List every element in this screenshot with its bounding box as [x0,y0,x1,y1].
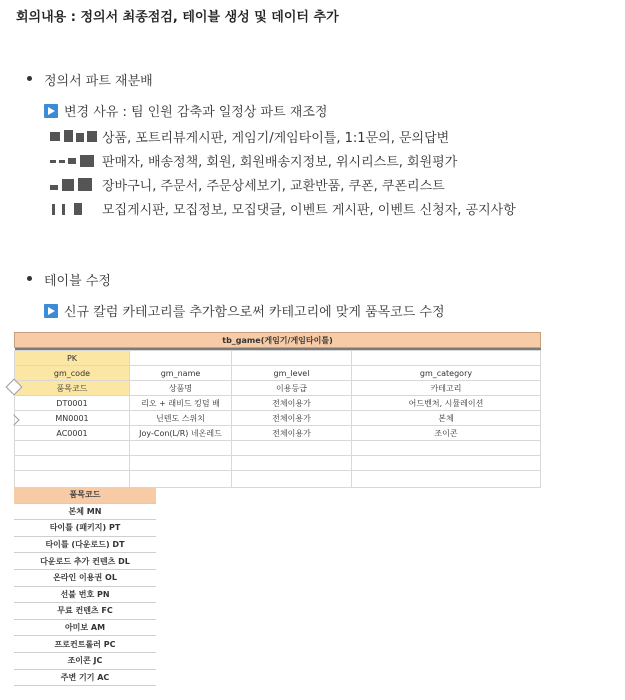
table-edit-note [44,301,445,320]
table-cell: 전체이용가 [232,426,352,441]
redacted-name-icon [50,202,98,216]
item-code-header: 품목코드 [14,487,156,503]
meeting-title: 회의내용 : 정의서 최종점검, 테이블 생성 및 데이터 추가 [16,10,339,25]
column-header: gm_name [130,366,232,381]
tb-game-table [14,332,541,488]
table-cell: 리오 + 래비드 킹덤 배 [130,396,232,411]
pk-label: PK [15,351,130,366]
item-code-row: 프로컨트롤러 PC [14,636,156,653]
list-item [50,175,445,194]
list-item [50,127,449,146]
column-name-row [15,366,541,381]
table-caption: tb_game(게임기/게임타이틀) [15,333,541,348]
table-row [15,396,541,411]
column-header: gm_level [232,366,352,381]
item-code-row: 무료 컨텐츠 FC [14,603,156,620]
bullet-dot-icon [27,76,32,81]
column-korean-header: 상품명 [130,381,232,396]
list-item-text: 모집게시판, 모집정보, 모집댓글, 이벤트 게시판, 이벤트 신청자, 공지사항 [102,203,516,218]
column-header: gm_code [15,366,130,381]
table-cell: Joy-Con(L/R) 네온레드 [130,426,232,441]
pk-row [15,351,541,366]
item-code-table [14,487,156,686]
table-cell: 조이콘 [352,426,541,441]
table-cell: 어드벤처, 시뮬레이션 [352,396,541,411]
item-code-row: 조이콘 JC [14,652,156,669]
redacted-name-icon [50,154,98,168]
play-square-icon [44,304,58,318]
column-header: gm_category [352,366,541,381]
column-korean-header: 품목코드 [15,381,130,396]
column-korean-row [15,381,541,396]
item-code-row: 본체 MN [14,503,156,520]
redistribution-note-text: 변경 사유 : 팀 인원 감축과 일정상 파트 재조정 [64,105,328,120]
table-cell: MN0001 [15,411,130,426]
table-cell: 본체 [352,411,541,426]
empty-row [15,441,541,456]
item-code-row: 아미보 AM [14,619,156,636]
list-item-text: 장바구니, 주문서, 주문상세보기, 교환반품, 쿠폰, 쿠폰리스트 [102,179,445,194]
bullet-dot-icon [27,276,32,281]
column-korean-header: 카테고리 [352,381,541,396]
table-edit-note-text: 신규 칼럼 카테고리를 추가함으로써 카테고리에 맞게 품목코드 수정 [64,305,445,320]
section-heading-redistribution: 정의서 파트 재분배 [44,74,153,89]
empty-row [15,456,541,471]
item-code-row: 타이틀 (다운로드) DT [14,536,156,553]
redacted-name-icon [50,130,98,144]
section-heading-table-edit: 테이블 수정 [44,274,111,289]
table-cell: AC0001 [15,426,130,441]
table-cell: DT0001 [15,396,130,411]
empty-row [15,471,541,488]
play-square-icon [44,104,58,118]
redistribution-note [44,101,327,120]
table-caption-row [15,333,541,348]
redacted-name-icon [50,178,98,192]
table-row [15,411,541,426]
list-item [50,151,457,170]
column-korean-header: 이용등급 [232,381,352,396]
list-item-text: 판매자, 배송정책, 회원, 회원배송지정보, 위시리스트, 회원평가 [102,155,458,170]
list-item [50,199,516,218]
list-item-text: 상품, 포트리뷰게시판, 게임기/게임타이틀, 1:1문의, 문의답변 [102,131,450,146]
item-code-row: 주변 기기 AC [14,669,156,686]
item-code-row: 타이틀 (패키지) PT [14,520,156,537]
table-row [15,426,541,441]
table-cell: 전체이용가 [232,411,352,426]
item-code-row: 선불 번호 PN [14,586,156,603]
table-cell: 전체이용가 [232,396,352,411]
item-code-row: 다운로드 추가 컨텐츠 DL [14,553,156,570]
item-code-row: 온라인 이용권 OL [14,569,156,586]
table-cell: 닌텐도 스위치 [130,411,232,426]
